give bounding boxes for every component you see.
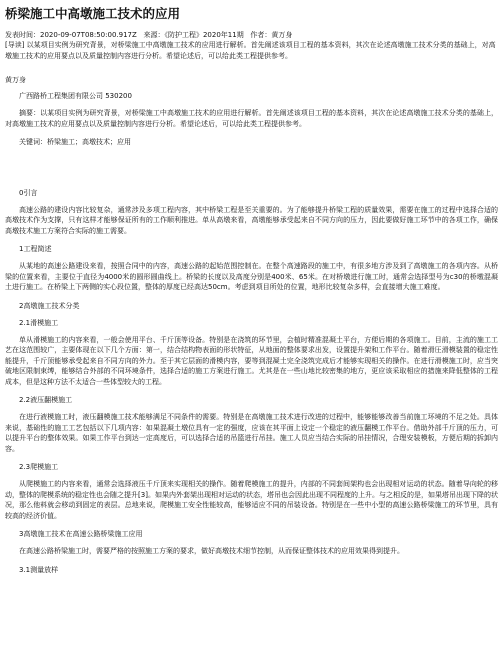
paragraph-intro: 高速公路的建设内容比较复杂，通常涉及多项工程内容，其中桥梁工程是至关重要的。为了能够提升桥梁工程的质量效果，需要在施工的过程中选择合适的高墩技术作为支撑，只有这样才能够保证所有的工作顺利推进。单从高墩来看，高墩能够承受起来自不同方向的压力，因此要做好施工环节中的各项工作，确保高墩技术施工方案符合实际的施工需要。 <box>5 205 498 235</box>
paragraph-2-3: 从爬模施工的内容来看，通常会选择液压千斤顶来实现相关的操作。随着爬模施工的提升，内部的不同套间架构也会出现相对运动的状态。随着导向轮的移动，整体的爬模系统的稳定性也会随之提升[3]。如果内外套架出现相对运动的状态，塔吊也会因此出现不同程度的上升。与之相反的是，如果塔吊出现下降的状况，那么他料就会移动到固定的表层。总地来说，爬模施工安全性能较高，能够适应不同的吊装设备。特别是在一些中小型的高速公路桥梁施工的环节里，具有较高的经济价值。 <box>5 480 498 520</box>
section-heading-2: 2高墩施工技术分类 <box>19 301 80 310</box>
section-heading-2-3: 2.3爬模施工 <box>19 463 59 471</box>
section-heading-intro: 0引言 <box>19 188 38 197</box>
paragraph-2-1: 单从滑模施工的内容来看，一般会使用平台、千斤顶等设备。特别是在浇筑的环节里，会植时精准混凝土平台，方便后期的各项施工。目前，主流的施工工艺在这范围较广，主要体现在以下几个方面：第一，结合结构物表面的形状特征，从地面的整体要求出发，设置提升架和工作平台。随着滑圧滑模装置的稳定性能提升，千斤顶能够承受起来自不同方向的外力。至于其它层面的滑模内容，要等到混凝土完全浇筑完成后才能够实现相关的操作。在进行滑模施工时，应当突破地区限制束缚，能够结合外部的不同环境条件，选择合适的施工方案进行施工。尤其是在一些山地比较密集的地方，更应该采取相应的措施来降低整体的工程成本，但是这种方法不太适合一些体型较大的工程。 <box>5 335 498 386</box>
section-heading-2-2: 2.2液压翻模施工 <box>19 396 73 404</box>
affiliation: 广西路桥工程集团有限公司 530200 <box>19 92 132 100</box>
section-heading-1: 1工程简述 <box>19 245 52 253</box>
paragraph-3: 在高速公路桥梁施工时，需要严格的按照施工方案的要求，做好高墩技术细节控制，从而保证整体技术的应用效果得到提升。 <box>19 547 404 555</box>
keywords: 关键词：桥梁施工；高墩技术；应用 <box>19 138 131 146</box>
author-meta: 作者：黄万身 <box>250 31 293 39</box>
source: 来源：《防护工程》2020年11期 <box>143 31 244 39</box>
section-heading-3-1: 3.1测量放样 <box>19 565 59 574</box>
article-title: 桥梁施工中高墩施工技术的应用 <box>5 6 181 21</box>
paragraph-1: 从某地的高速公路建设来看，按照合同中的内容，高速公路的起始范围控制在。在整个高速路段的施工中，有很多地方涉及到了高墩施工的各项内容。从桥梁的位置来看，主要位于直径为4000米的圆形圆曲线上。桥梁的长度以及高度分别是400米、65米。在对桥墩进行施工时，通常会选择型号为c30的桥墩混凝土进行施工。在桥梁上下两侧的实心段位置，整体的厚度已经高达50cm。考虑到项目所处的位置，地形比较复杂多样，会直接增大施工难度。 <box>5 262 498 291</box>
article-meta <box>5 30 498 40</box>
section-heading-2-1: 2.1滑模施工 <box>19 318 59 327</box>
paragraph-2-2: 在进行液模施工时，液压翻模施工技术能够满足不同条件的需要。特别是在高墩施工技术进行改进的过程中，能够能够改善当前施工环境的不足之处。具体来说，基础性的施工工艺包括以下几项内容：如果混凝土墩位具有一定的强度，应该在其平面上设定一个稳定的液压翻模工作平台。借助外部千斤顶的压力，可以提升平台的整体效果。如果工作平台到达一定高度后，可以选择合适的吊篮进行吊挂。施工人员应当结合实际的吊挂情况，合理安装模板，方便后期的拆卸内容。 <box>5 413 498 453</box>
guide-abstract: [导读] 以某项目实例为研究背景，对桥梁施工中高墩施工技术的应用进行解析。首先阐述该项目工程的基本资料，其次在论述高墩施工技术分类的基础上，对高墩施工技术的应用要点以及质量控制内容进行分析。希望论述后，可以给此类工程提供参考。 <box>5 41 496 60</box>
publish-date: 发表时间：2020-09-07T08:50:00.917Z <box>5 31 137 39</box>
abstract: 摘要：以某项目实例为研究背景，对桥梁施工中高墩施工技术的应用进行解析。首先阐述该项目工程的基本资料，其次在论述高墩施工技术分类的基础上，对高墩施工技术的应用要点以及质量控制内容进行分析。希望论述后，可以给此类工程提供参考。 <box>5 109 498 128</box>
author-name: 黄万身 <box>5 76 26 84</box>
section-heading-3: 3高墩施工技术在高速公路桥梁施工应用 <box>19 530 143 538</box>
